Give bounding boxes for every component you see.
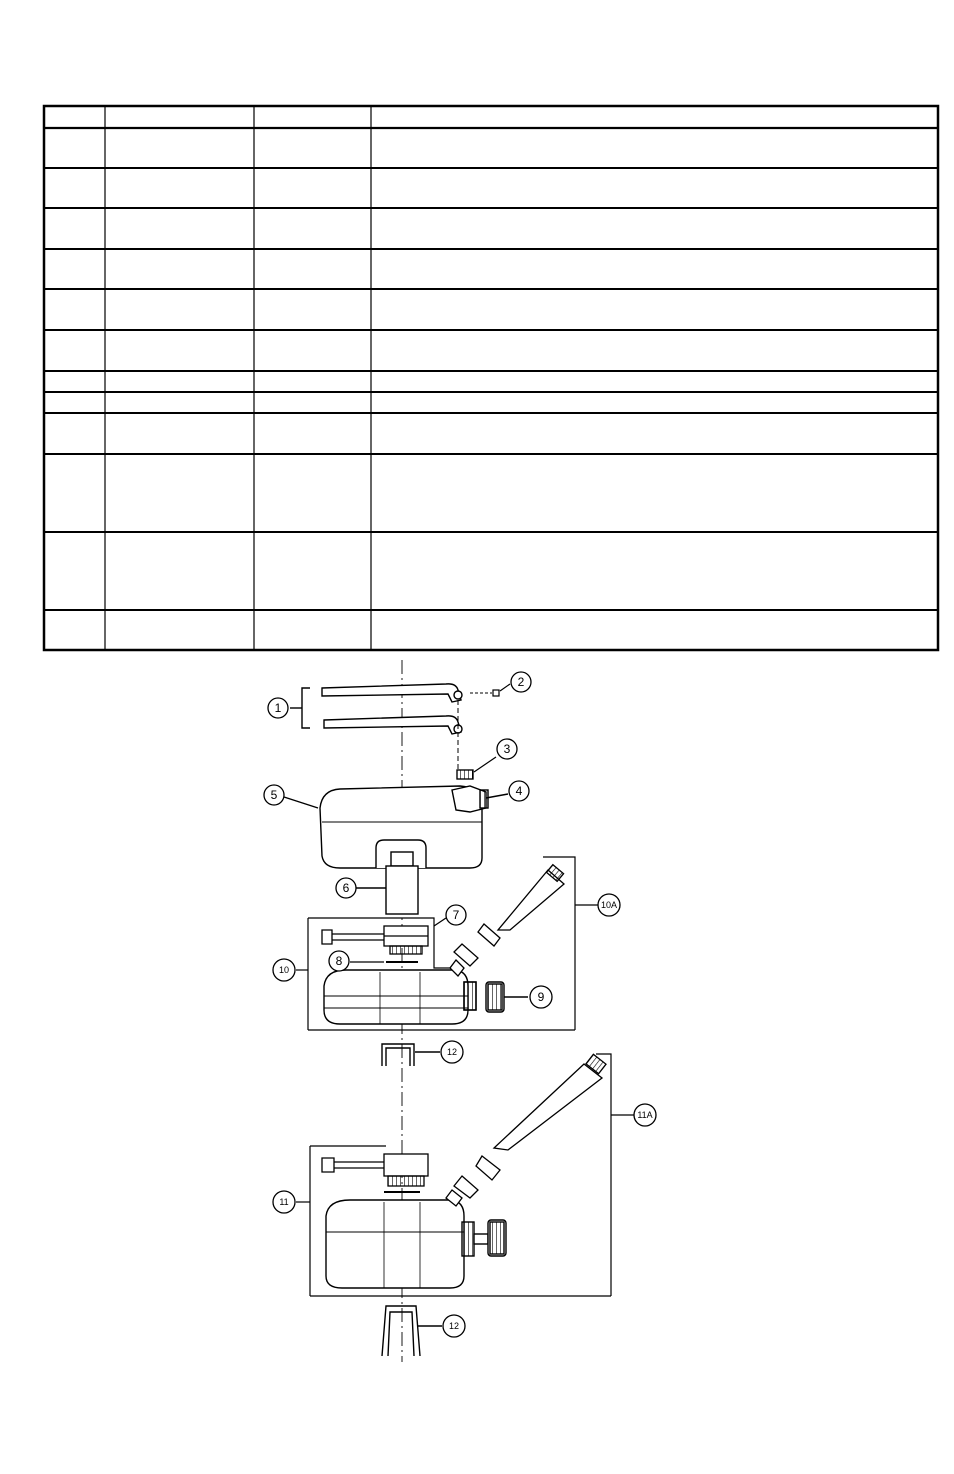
callout-8-label: 8 <box>335 954 343 968</box>
callout-5-label: 5 <box>270 788 278 802</box>
part-base-11 <box>326 1200 506 1288</box>
part-latch-arms <box>290 684 462 770</box>
part-spring <box>457 757 496 779</box>
callout-11a-label: 11A <box>637 1110 653 1120</box>
part-base-10 <box>324 970 528 1024</box>
part-screw <box>470 684 510 696</box>
callout-10-label: 10 <box>278 965 290 975</box>
callout-4-label: 4 <box>515 784 523 798</box>
callout-11-label: 11 <box>279 1197 289 1207</box>
callout-2-label: 2 <box>517 675 525 689</box>
part-valve-11 <box>322 1154 428 1192</box>
part-spout-11a <box>446 1054 606 1206</box>
part-spout-10a <box>450 865 564 976</box>
part-clip-12-upper <box>382 1044 440 1066</box>
callout-1-label: 1 <box>274 701 282 715</box>
callout-12a-label: 12 <box>446 1047 458 1057</box>
callout-6-label: 6 <box>342 881 350 895</box>
callout-12b-label: 12 <box>448 1321 460 1331</box>
callout-9-label: 9 <box>537 990 545 1004</box>
callout-10a-label: 10A <box>600 900 618 910</box>
callout-7-label: 7 <box>452 908 460 922</box>
part-clip-12-lower <box>382 1306 442 1356</box>
callout-3-label: 3 <box>503 742 511 756</box>
